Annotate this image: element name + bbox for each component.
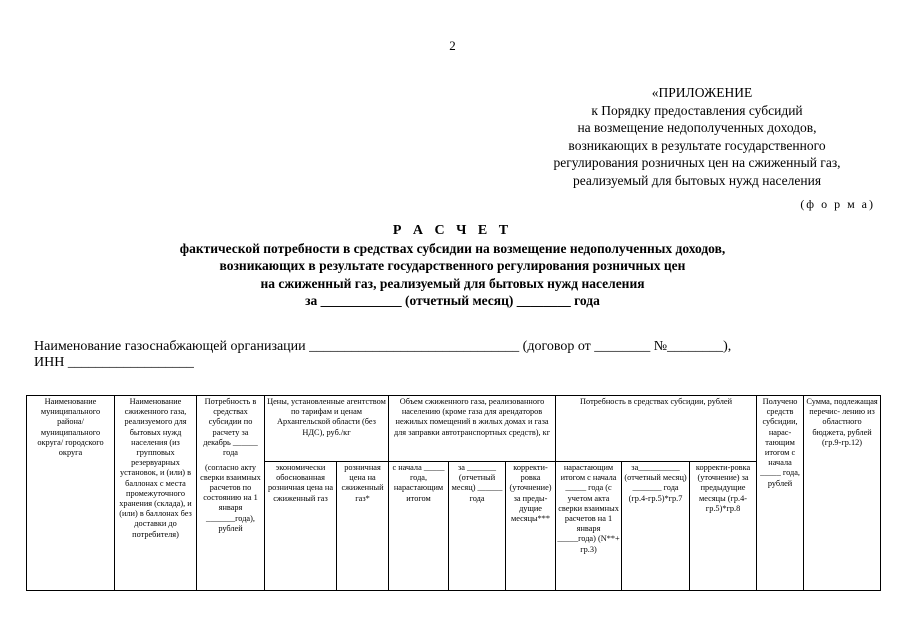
header-need-month: за__________ (отчетный месяц) _______ года (гр.4-гр.5)*гр.7 [622, 462, 690, 591]
header-prices: Цены, установленные агентством по тарифам и ценам Архангельской области (без НДС), руб./кг [265, 396, 389, 462]
appendix-header [517, 84, 877, 189]
header-volume: Объем сжиженного газа, реализованного населению (кроме газа для арендаторов нежилых помещений в жилых домах и газа для заправки автотранспортных средств), кг [389, 396, 556, 462]
header-need-cumulative: нарастающим итогом с начала _____ года (с учетом акта сверки взаимных расчетов на 1 января _____года) (N**+ гр.3) [556, 462, 622, 591]
header-sum-payable: Сумма, подлежащая перечис- лению из областного бюджета, рублей (гр.9-гр.12) [804, 396, 881, 591]
appendix-line: возникающих в результате государственного [568, 137, 826, 153]
page-number: 2 [449, 38, 456, 53]
title-line: Р А С Ч Е Т [392, 223, 513, 238]
header-retail-price: розничная цена на сжиженный газ* [337, 462, 389, 591]
appendix-line: на возмещение недополученных доходов, [577, 120, 817, 135]
header-volume-correction: корректи- ровка (уточнение) за преды- дущие месяцы*** [506, 462, 556, 591]
inn-line: ИНН __________________ [34, 355, 194, 370]
appendix-line: регулирования розничных цен на сжиженный газ, [553, 155, 841, 170]
title-line: за ____________ (отчетный месяц) ________ года [305, 293, 600, 308]
title-line: возникающих в результате государственного регулирования розничных цен [219, 258, 686, 273]
forma-label: (ф о р м а) [800, 197, 875, 211]
header-gas-name: Наименование сжиженного газа, реализуемого для бытовых нужд населения (из групповых резервуарных установок, и (или) в баллонах с места промежуточного хранения (склада), и (или) в баллонах без доставки до потребителя) [115, 396, 197, 591]
title-line: фактической потребности в средствах субсидии на возмещение недополученных доходов, [179, 240, 726, 256]
header-need-correction: корректи-ровка (уточнение) за предыдущие месяцы (гр.4-гр.5)*гр.8 [690, 462, 757, 591]
subsidy-calculation-table [26, 395, 881, 591]
document-title [0, 222, 905, 310]
appendix-line: «ПРИЛОЖЕНИЕ [651, 85, 753, 100]
header-volume-cumulative: с начала _____ года, нарастающим итогом [389, 462, 449, 591]
header-subsidy-need: Потребность в средствах субсидии, рублей [556, 396, 757, 462]
header-reconciliation: (согласно акту сверки взаимных расчетов по состоянию на 1 января _______года), рублей [197, 462, 265, 591]
title-line: на сжиженный газ, реализуемый для бытовых нужд населения [260, 275, 645, 291]
header-december-need: Потребность в средствах субсидии по расчету за декабрь ______ года [197, 396, 265, 462]
appendix-line: реализуемый для бытовых нужд населения [572, 172, 822, 188]
header-municipality: Наименование муниципального района/ муниципального округа/ городского округа [27, 396, 115, 591]
organization-line: Наименование газоснабжающей организации ______________________________ (договор от ________ №________), [34, 339, 732, 354]
appendix-line: к Порядку предоставления субсидий [591, 102, 803, 118]
header-economic-price: экономически обоснованная розничная цена на сжиженный газ [265, 462, 337, 591]
header-received: Получено средств субсидии, нарас- тающим итогом с начала _____ года, рублей [757, 396, 804, 591]
header-volume-month: за _______ (отчетный месяц) ______ года [449, 462, 506, 591]
